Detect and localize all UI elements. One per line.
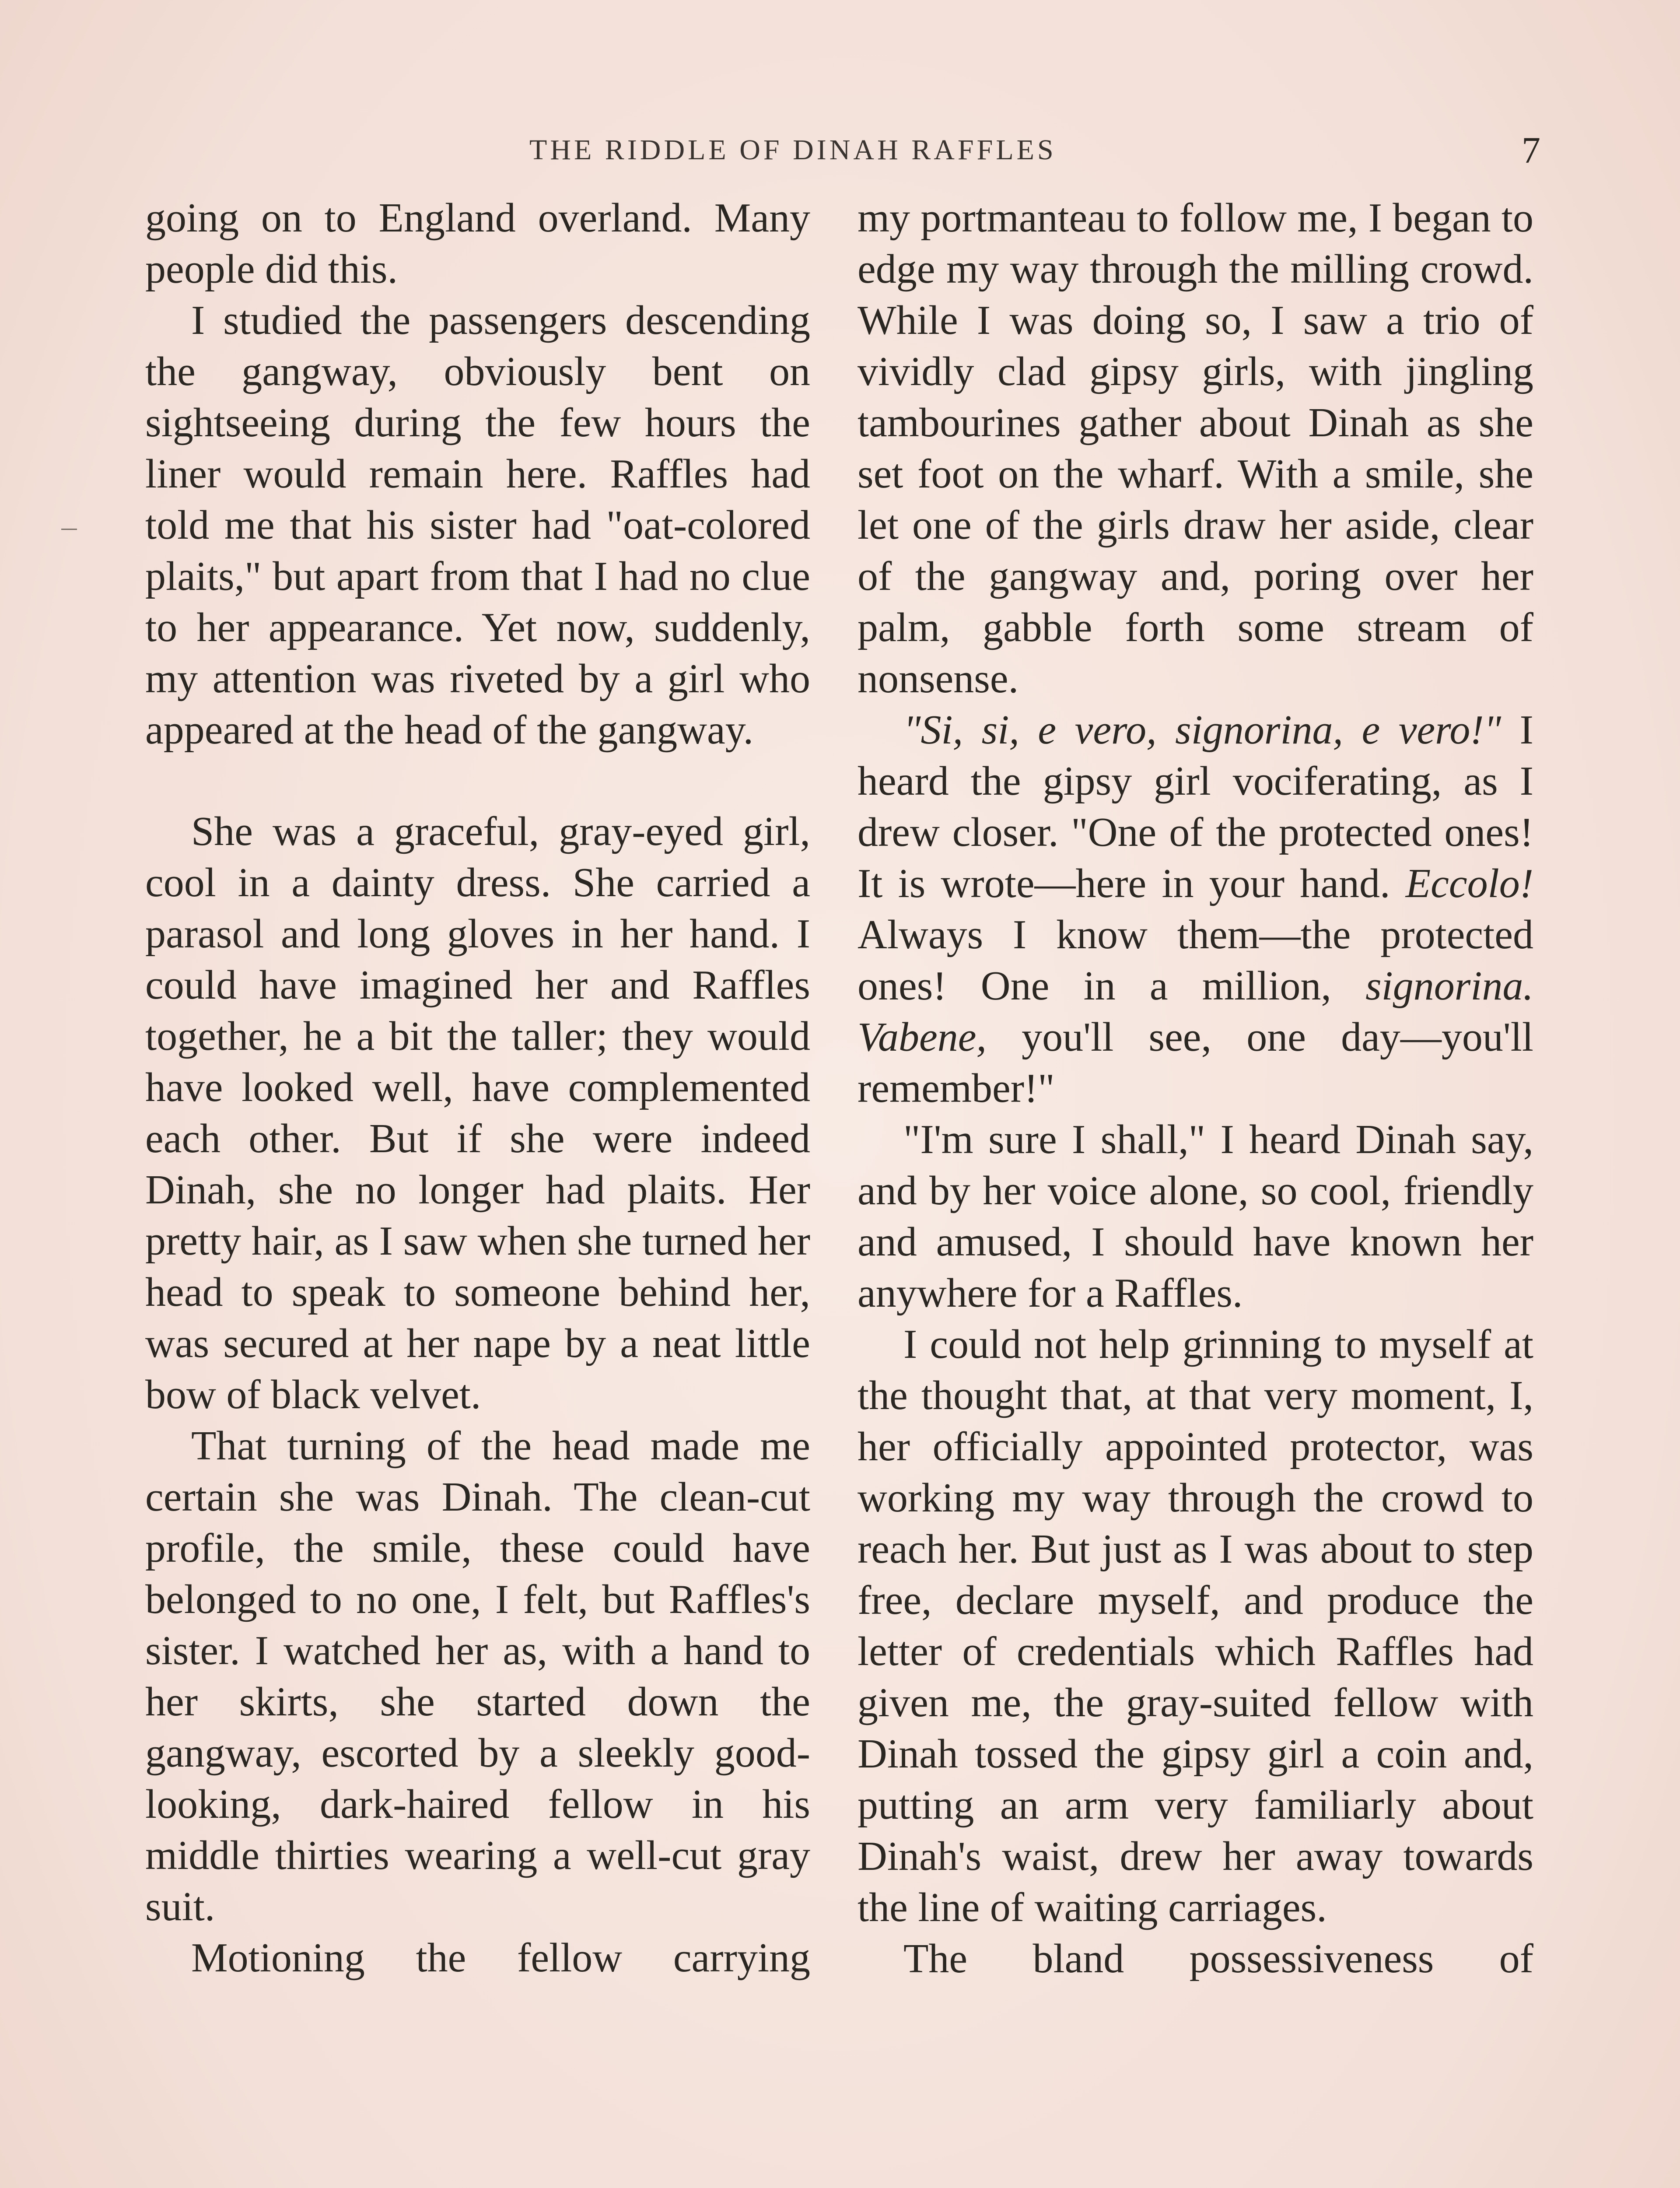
italic-word: signorina. Vabene,	[858, 963, 1533, 1060]
paragraph-text: I heard the gipsy girl vociferating, as I drew closer. "One of the protected ones! It is wrote—here in your hand.	[858, 707, 1533, 906]
running-head	[0, 129, 1680, 171]
paragraph: Motioning the fellow carrying	[191, 1935, 810, 1981]
running-head-title: THE RIDDLE OF DINAH RAFFLES	[529, 134, 1057, 166]
page-number: 7	[1522, 129, 1540, 171]
paragraph-text: Always I know them—the protected ones! One in a million,	[858, 912, 1533, 1009]
italic-word: Eccolo!	[1405, 861, 1533, 906]
paragraph: The bland possessiveness of	[903, 1936, 1533, 1981]
paragraph: my portmanteau to follow me, I began to edge my way through the milling crowd. While I was doing so, I saw a trio of vividly clad gipsy girls, with jingling tambourines gather about Dinah as she set foot on the wharf. With a smile, she let one of the girls draw her aside, clear of the gangway and, poring over her palm, gabble forth some stream of nonsense.	[858, 195, 1533, 701]
right-column	[858, 193, 1533, 1985]
margin-mark	[61, 529, 77, 530]
paragraph: I studied the passengers descending the gangway, obviously bent on sightseeing during the few hours the liner would remain here. Raffles had told me that his sister had "oat-colored plaits," but apart from that I had no clue to her appearance. Yet now, suddenly, my attention was riveted by a girl who appeared at the head of the gangway.	[145, 298, 810, 753]
left-column	[145, 193, 810, 1984]
paragraph: going on to England overland. Many people did this.	[145, 195, 810, 292]
paragraph-text: you'll see, one day—you'll remember!"	[858, 1014, 1533, 1111]
paragraph: That turning of the head made me certain she was Dinah. The clean-cut profile, the smile, these could have belonged to no one, I felt, but Raffles's sister. I watched her as, with a hand to her skirts, she started down the gangway, escorted by a sleekly good-looking, dark-haired fellow in his middle thirties wearing a well-cut gray suit.	[145, 1423, 810, 1929]
paragraph: She was a graceful, gray-eyed girl, cool in a dainty dress. She carried a parasol and long gloves in her hand. I could have imagined her and Raffles together, he a bit the taller; they would have looked well, have complemented each other. But if she were indeed Dinah, she no longer had plaits. Her pretty hair, as I saw when she turned her head to speak to someone behind her, was secured at her nape by a neat little bow of black velvet.	[145, 809, 810, 1417]
paragraph	[858, 705, 1533, 1114]
paragraph: I could not help grinning to myself at the thought that, at that very moment, I, her officially appointed protector, was working my way through the crowd to reach her. But just as I was about to step free, declare myself, and produce the letter of credentials which Raffles had given me, the gray-suited fellow with Dinah tossed the gipsy girl a coin and, putting an arm very familiarly about Dinah's waist, drew her away towards the line of waiting carriages.	[858, 1322, 1533, 1930]
paragraph: "I'm sure I shall," I heard Dinah say, and by her voice alone, so cool, friendly and amused, I should have known her anywhere for a Raffles.	[858, 1117, 1533, 1316]
italic-quote: "Si, si, e vero, signorina, e vero!"	[903, 707, 1502, 753]
